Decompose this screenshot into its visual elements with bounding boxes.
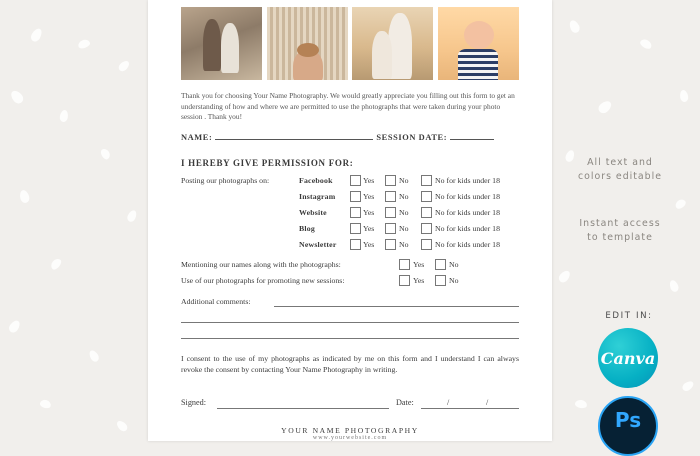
no-label: No [399,208,409,217]
feature-editable [570,156,670,184]
petal-decoration [674,198,688,211]
petal-decoration [596,99,613,116]
date-slash: / [486,398,489,407]
petal-decoration [49,257,63,271]
petal-decoration [59,109,69,122]
petal-decoration [99,147,111,161]
child-sunglasses-photo [438,7,519,80]
yes-checkbox[interactable] [350,239,361,250]
no-checkbox[interactable] [385,175,396,186]
no-label: No [399,224,409,233]
signature-field[interactable] [217,408,389,409]
yes-checkbox[interactable] [350,207,361,218]
yes-checkbox[interactable] [350,191,361,202]
permission-row-facebook [181,175,519,189]
no-checkbox[interactable] [385,191,396,202]
comments-line-1[interactable] [274,306,519,307]
mentioning-row [181,259,519,273]
feature-access-line2: to template [587,232,653,243]
petal-decoration [39,399,52,410]
no-label: No [399,192,409,201]
permission-row-website [181,207,519,221]
petal-decoration [18,189,30,204]
photo-strip [181,7,519,80]
platform-label: Facebook [299,176,333,185]
petal-decoration [9,88,26,105]
permission-row-blog [181,223,519,237]
yes-label: Yes [363,176,375,185]
comments-line-3[interactable] [181,338,519,339]
promoting-row [181,275,519,289]
feature-instant-access [570,217,670,245]
posting-label: Posting our photographs on: [181,176,270,185]
yes-checkbox[interactable] [350,223,361,234]
mentioning-yes-checkbox[interactable] [399,259,410,270]
name-date-row [181,133,519,142]
consent-paragraph: I consent to the use of my photographs as indicated by me on this form and I understand I can always revoke the consent by contacting Your Name Photography in writing. [181,354,519,374]
photoshop-logo-icon[interactable]: Ps [598,396,658,456]
permission-row-newsletter [181,239,519,253]
footer-website: www.yourwebsite.com [312,435,388,441]
feature-access-line1: Instant access [579,218,661,229]
platform-label: Instagram [299,192,336,201]
signed-label: Signed: [181,398,207,407]
session-date-field[interactable] [450,139,494,140]
no-label: No [449,260,459,269]
no-kids-label: No for kids under 18 [435,224,500,233]
canva-logo-icon[interactable]: Canva [598,328,658,388]
petal-decoration [679,89,689,102]
yes-label: Yes [363,224,375,233]
feature-editable-line2: colors editable [577,171,663,182]
no-kids-checkbox[interactable] [421,239,432,250]
no-kids-label: No for kids under 18 [435,208,500,217]
petal-decoration [115,419,129,433]
edit-in-label: EDIT IN: [605,311,653,321]
yes-label: Yes [363,208,375,217]
petal-decoration [88,349,101,363]
no-checkbox[interactable] [385,239,396,250]
feature-editable-line1: All text and [587,157,653,168]
no-kids-checkbox[interactable] [421,191,432,202]
promoting-no-checkbox[interactable] [435,275,446,286]
date-label: Date: [396,398,414,407]
mentioning-label: Mentioning our names along with the photographs: [181,260,341,269]
petal-decoration [126,209,138,223]
girl-curtain-photo [267,7,348,80]
yes-checkbox[interactable] [350,175,361,186]
release-form-page [148,0,552,441]
permission-heading: I HEREBY GIVE PERMISSION FOR: [181,158,354,168]
platform-label: Website [299,208,327,217]
petal-decoration [568,19,582,35]
no-label: No [399,176,409,185]
no-label: No [449,276,459,285]
promoting-label: Use of our photographs for promoting new sessions: [181,276,345,285]
no-kids-label: No for kids under 18 [435,240,500,249]
petal-decoration [77,38,91,50]
petal-decoration [7,319,22,335]
yes-label: Yes [413,276,425,285]
promoting-yes-checkbox[interactable] [399,275,410,286]
petal-decoration [574,399,587,409]
comments-line-2[interactable] [181,322,519,323]
mentioning-no-checkbox[interactable] [435,259,446,270]
no-label: No [399,240,409,249]
couple-photo [181,7,262,80]
petal-decoration [117,59,131,73]
footer-title: YOUR NAME PHOTOGRAPHY [281,426,419,435]
permission-row-instagram [181,191,519,205]
yes-label: Yes [413,260,425,269]
yes-label: Yes [363,240,375,249]
platform-label: Blog [299,224,315,233]
petal-decoration [668,279,680,293]
no-checkbox[interactable] [385,223,396,234]
comments-label: Additional comments: [181,297,251,306]
no-kids-label: No for kids under 18 [435,176,500,185]
date-field[interactable] [421,408,519,409]
yes-label: Yes [363,192,375,201]
platform-label: Newsletter [299,240,337,249]
petal-decoration [557,269,572,285]
date-slash: / [447,398,450,407]
no-checkbox[interactable] [385,207,396,218]
no-kids-checkbox[interactable] [421,223,432,234]
petal-decoration [681,379,695,392]
no-kids-checkbox[interactable] [421,175,432,186]
name-label: NAME: [181,133,213,142]
petal-decoration [29,27,44,44]
mother-daughter-photo [352,7,433,80]
petal-decoration [639,38,653,51]
no-kids-label: No for kids under 18 [435,192,500,201]
name-field[interactable] [215,139,373,140]
no-kids-checkbox[interactable] [421,207,432,218]
session-date-label: SESSION DATE: [376,133,448,142]
intro-paragraph: Thank you for choosing Your Name Photography. We would greatly appreciate you filling out this form to get an understanding of how and where we are permitted to use the photographs that were taken during your photo session . Thank you! [181,91,515,122]
